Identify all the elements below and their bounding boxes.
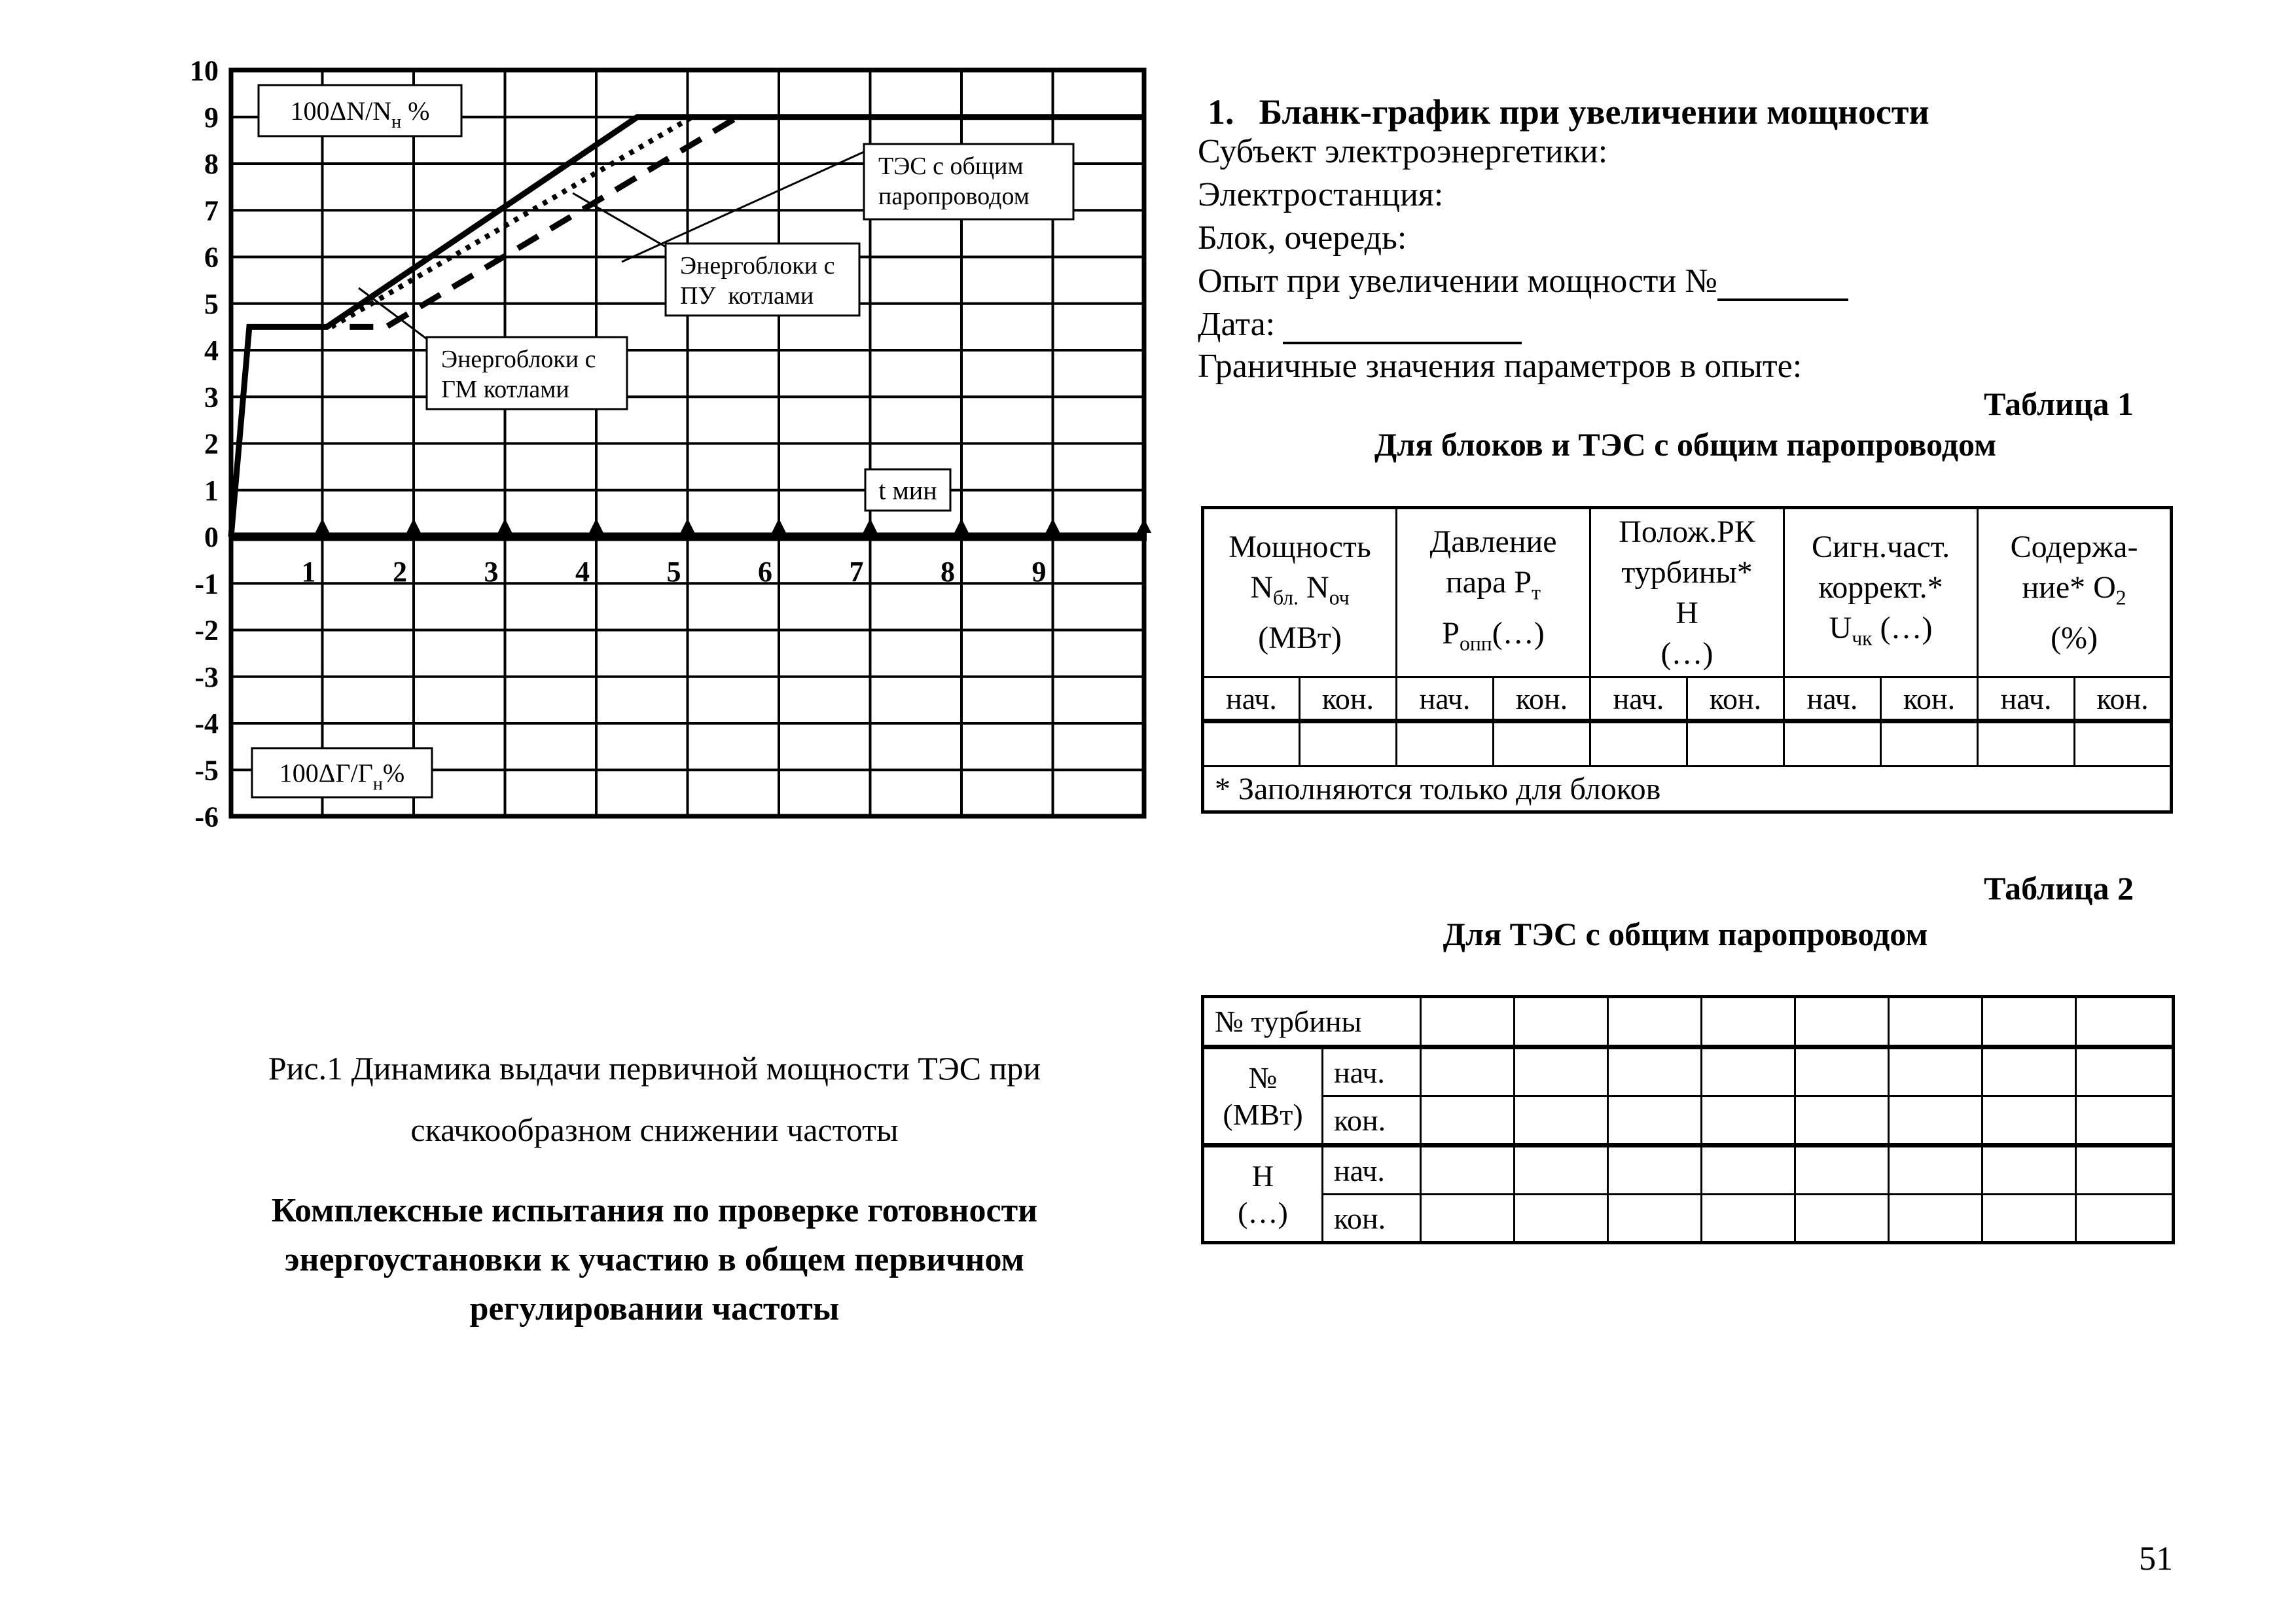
blank-cell: [1421, 1195, 1515, 1243]
t1-sub: нач.: [1203, 677, 1300, 721]
blank-cell: [1608, 1146, 1702, 1195]
axis-tick-arrow: [863, 518, 878, 533]
t2-valve-label: Н (…): [1203, 1146, 1323, 1243]
blank-cell: [1889, 1146, 1982, 1195]
section-heading-line3: регулировании частоты: [469, 1290, 840, 1327]
frequency-response-chart: [0, 0, 1178, 851]
blank-cell: [2075, 721, 2172, 767]
date-blank: [1283, 335, 1522, 344]
date-line: [1198, 305, 2219, 344]
y-tick-label: 2: [204, 427, 219, 460]
blank-cell: [1421, 1146, 1515, 1195]
blank-cell: [1795, 997, 1889, 1047]
axis-tick-arrow: [772, 518, 786, 533]
axis-tick-arrow: [589, 518, 603, 533]
blank-cell: [1982, 1195, 2076, 1243]
blank-cell: [1889, 1096, 1982, 1146]
blank-cell: [1608, 1195, 1702, 1243]
y-tick-label: 8: [204, 148, 219, 180]
blank-cell: [1702, 1096, 1795, 1146]
blank-cell: [2076, 997, 2174, 1047]
blank-cell: [2076, 1146, 2174, 1195]
table2-turbine-row: [1203, 997, 2174, 1047]
t1-header-o2: Содержа- ние* $О_2$ (%): [1978, 508, 2172, 677]
experiment-label: Опыт при увеличении мощности №: [1198, 262, 1717, 300]
blank-cell: [1889, 1047, 1982, 1096]
blank-cell: [1978, 721, 2075, 767]
blank-cell: [1881, 721, 1978, 767]
table-turbines: [1201, 995, 2175, 1244]
x-tick-label: 3: [484, 556, 499, 588]
y-tick-label: -5: [194, 754, 219, 787]
t2-row-label: кон.: [1323, 1195, 1421, 1243]
blank-cell: [1795, 1047, 1889, 1096]
blank-cell: [1515, 997, 1608, 1047]
y-tick-label: -1: [194, 568, 219, 600]
t2-power-label: № (МВт): [1203, 1047, 1323, 1146]
legend-gm-text: ГМ котлами: [441, 376, 569, 403]
y-axis-label-text: $100\Delta N/N_н$ %: [290, 96, 430, 132]
blank-cell: [1889, 997, 1982, 1047]
legend-tes-text: ТЭС с общим: [878, 153, 1024, 180]
axis-tick-arrow: [406, 518, 421, 533]
section-heading-line2: энергоустановки к участию в общем первичном: [285, 1241, 1024, 1278]
blank-cell: [1590, 721, 1687, 767]
blank-cell: [1687, 721, 1784, 767]
y-tick-label: 9: [204, 101, 219, 134]
y-tick-label: 6: [204, 241, 219, 274]
t1-header-valve: Полож.РК турбины* Н (…): [1590, 508, 1784, 677]
x-tick-label: 6: [758, 556, 772, 588]
blank-cell: [1982, 1146, 2076, 1195]
blank-cell: [1397, 721, 1494, 767]
x-tick-label: 1: [301, 556, 316, 588]
t1-sub: нач.: [1590, 677, 1687, 721]
y-tick-label: 3: [204, 381, 219, 414]
x-tick-label: 5: [666, 556, 681, 588]
table1-header-row: [1203, 508, 2172, 677]
t1-sub: кон.: [1494, 677, 1590, 721]
blank-cell: [2076, 1195, 2174, 1243]
x-tick-label: 9: [1031, 556, 1047, 588]
t2-turbine-no: № турбины: [1203, 997, 1421, 1047]
blank-cell: [1784, 721, 1881, 767]
y-tick-label: 4: [204, 334, 219, 367]
legend-tes-text: паропроводом: [878, 183, 1030, 210]
legend-gm-text: Энергоблоки с: [441, 346, 596, 373]
axis-tick-arrow: [1046, 518, 1060, 533]
figure-caption-line2: скачкообразном снижении частоты: [410, 1111, 899, 1148]
t1-sub: кон.: [1687, 677, 1784, 721]
heading-number: 1.: [1208, 92, 1234, 132]
t1-header-power: Мощность $N_{бл.}$ $N_{оч}$ (МВт): [1203, 508, 1397, 677]
blank-cell: [1494, 721, 1590, 767]
blank-cell: [2076, 1096, 2174, 1146]
x-tick-label: 2: [393, 556, 407, 588]
t1-sub: нач.: [1978, 677, 2075, 721]
y-tick-label: -3: [194, 660, 219, 693]
label-leader-line: [359, 288, 429, 340]
limits-label: Граничные значения параметров в опыте:: [1198, 348, 1803, 385]
t1-sub: нач.: [1397, 677, 1494, 721]
axis-tick-arrow: [315, 518, 330, 533]
blank-cell: [1608, 1096, 1702, 1146]
x-tick-label: 8: [941, 556, 955, 588]
blank-cell: [1515, 1195, 1608, 1243]
axis-tick-arrow: [681, 518, 695, 533]
x-tick-label: 7: [849, 556, 864, 588]
y-tick-label: 5: [204, 287, 219, 320]
y-tick-label: -2: [194, 614, 219, 647]
table2-valve-nach-row: [1203, 1146, 2174, 1195]
table-limit-values: [1201, 506, 2173, 814]
table2-power-nach-row: [1203, 1047, 2174, 1096]
blank-cell: [1795, 1146, 1889, 1195]
blank-cell: [2076, 1047, 2174, 1096]
blank-cell: [1203, 721, 1300, 767]
y-axis-lower-label-text: $100\Delta Г/Г_н\%$: [279, 758, 405, 795]
t1-sub: нач.: [1784, 677, 1881, 721]
table1-caption: Таблица 1: [1983, 386, 2134, 422]
table2-caption: Таблица 2: [1983, 870, 2134, 907]
figure-caption: [170, 1038, 1139, 1161]
blank-cell: [1795, 1195, 1889, 1243]
y-tick-label: 0: [204, 521, 219, 553]
y-tick-label: 1: [204, 474, 219, 507]
table1-subheader-row: [1203, 677, 2172, 721]
blank-cell: [1702, 1146, 1795, 1195]
y-tick-label: -4: [194, 708, 219, 740]
blank-cell: [1608, 1047, 1702, 1096]
t2-row-label: нач.: [1323, 1146, 1421, 1195]
t1-sub: кон.: [1881, 677, 1978, 721]
legend-pu-text: Энергоблоки с: [680, 252, 835, 280]
y-tick-label: 7: [204, 194, 219, 227]
table1-subcaption: Для блоков и ТЭС с общим паропроводом: [1374, 426, 1997, 463]
heading-text: Бланк-график при увеличении мощности: [1259, 92, 1929, 132]
blank-cell: [1421, 1047, 1515, 1096]
t2-row-label: кон.: [1323, 1096, 1421, 1146]
t1-sub: кон.: [2075, 677, 2172, 721]
t1-header-signal: Сигн.част. коррект.* $U_{чк}$ (…): [1784, 508, 1978, 677]
t1-sub: кон.: [1300, 677, 1397, 721]
t1-header-pressure: Давление пара $Р_т$ $Р_{опп}(\dots)$: [1397, 508, 1590, 677]
blank-cell: [1515, 1096, 1608, 1146]
table2-valve-kon-row: [1203, 1195, 2174, 1243]
label-leader-line: [573, 193, 666, 247]
blank-cell: [1982, 997, 2076, 1047]
date-label: Дата:: [1198, 306, 1276, 343]
plant-label: Электростанция:: [1198, 176, 1444, 213]
figure-caption-line1: Рис.1 Динамика выдачи первичной мощности ТЭС при: [268, 1050, 1041, 1087]
section-heading-line1: Комплексные испытания по проверке готовности: [271, 1192, 1038, 1229]
blank-cell: [1795, 1096, 1889, 1146]
y-tick-label: 10: [190, 54, 219, 87]
experiment-number-blank: [1717, 292, 1848, 301]
blank-cell: [1702, 1195, 1795, 1243]
blank-cell: [1608, 997, 1702, 1047]
blank-cell: [1421, 997, 1515, 1047]
x-axis-label-text: t мин: [878, 475, 937, 505]
t1-footnote: * Заполняются только для блоков: [1203, 767, 2172, 812]
blank-cell: [1889, 1195, 1982, 1243]
blank-cell: [1300, 721, 1397, 767]
blank-form-heading: [1208, 92, 1929, 132]
subject-label: Субъект электроэнергетики:: [1198, 133, 1608, 170]
table2-subcaption: Для ТЭС с общим паропроводом: [1443, 916, 1928, 952]
blank-cell: [1702, 1047, 1795, 1096]
y-tick-label: -6: [194, 801, 219, 833]
page-number: 51: [2139, 1540, 2173, 1578]
blank-cell: [1515, 1047, 1608, 1096]
experiment-line: [1198, 262, 2219, 301]
table2-power-kon-row: [1203, 1096, 2174, 1146]
section-heading: [170, 1186, 1139, 1333]
series-dotted: [331, 117, 692, 327]
blank-cell: [1515, 1146, 1608, 1195]
blank-cell: [1702, 997, 1795, 1047]
blank-cell: [1421, 1096, 1515, 1146]
x-tick-label: 4: [575, 556, 590, 588]
axis-tick-arrow: [954, 518, 969, 533]
blank-cell: [1982, 1096, 2076, 1146]
axis-tick-arrow: [498, 518, 512, 533]
blank-cell: [1982, 1047, 2076, 1096]
table1-data-row: [1203, 721, 2172, 767]
block-label: Блок, очередь:: [1198, 219, 1407, 257]
t2-row-label: нач.: [1323, 1047, 1421, 1096]
legend-pu-text: ПУ котлами: [680, 282, 814, 310]
table1-footnote-row: [1203, 767, 2172, 812]
